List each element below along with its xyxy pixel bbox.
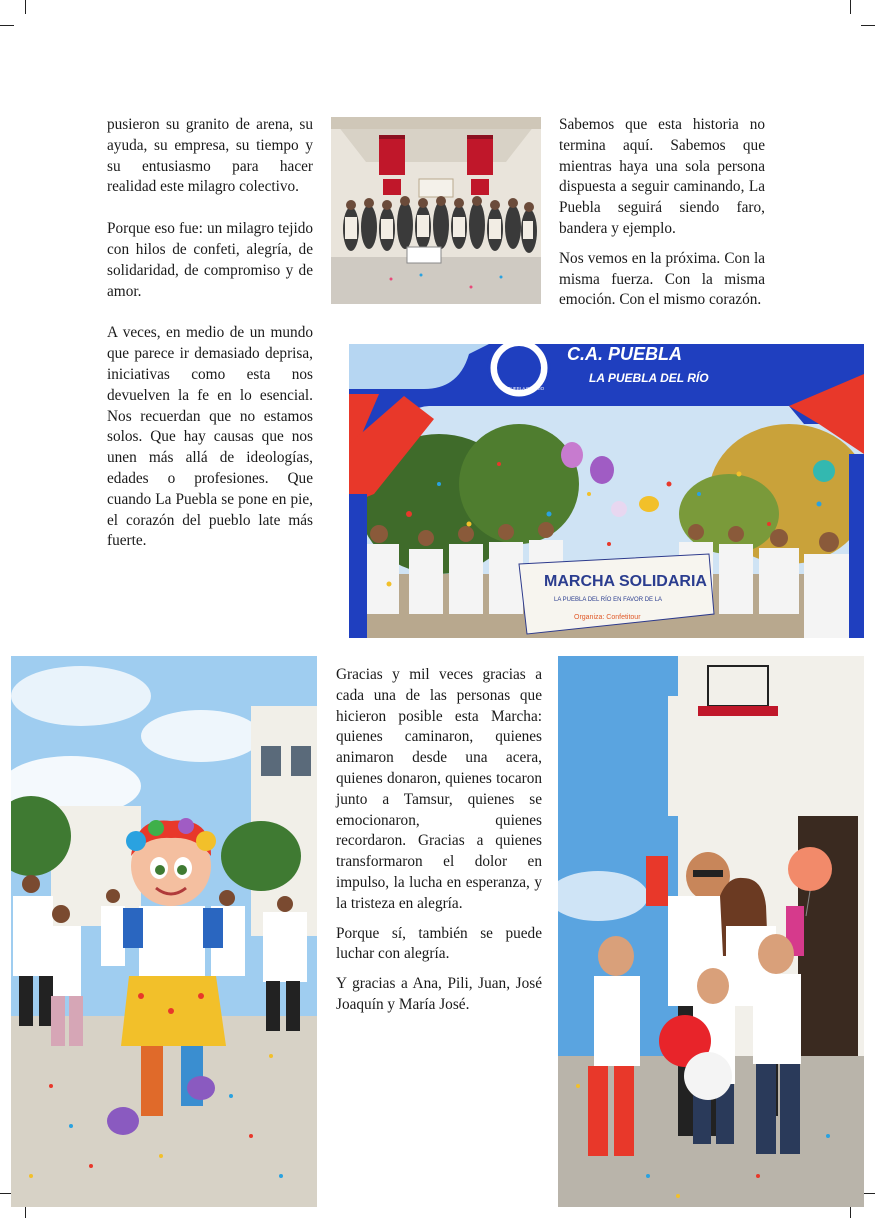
- arch-subtitle-text: LA PUEBLA DEL RÍO: [589, 371, 709, 385]
- mascot-photo: [11, 656, 317, 1207]
- banner-org-text: Organiza: Confetitour: [574, 614, 641, 621]
- arch-march-photo: [349, 344, 864, 638]
- arch-title-text: C.A. PUEBLA: [567, 344, 683, 364]
- crop-mark: [850, 0, 851, 14]
- paragraph-nos-vemos: Nos vemos en la próxima. Con la misma fuerza. Con la misma emoción. Con el mismo corazón.: [559, 249, 765, 309]
- crop-mark: [0, 25, 14, 26]
- middle-bottom-text: [336, 665, 542, 1016]
- crop-mark: [25, 0, 26, 14]
- left-top-text: [107, 115, 313, 552]
- arch-badge-text: LA PUEBLA DEL RÍO: [501, 386, 545, 391]
- paragraph-sabemos: Sabemos que esta historia no termina aquí. Sabemos que mientras haya una sola persona dispuesta a seguir caminando, La Puebla seguirá siendo faro, bandera y ejemplo.: [559, 116, 765, 237]
- paragraph-a-veces: A veces, en medio de un mundo que parece ir demasiado deprisa, iniciativas como esta nos devuelven la fe en lo esencial. Nos recuerdan que no estamos solos. Que hay causas que nos unen más allá de ideologías, edades o profesiones. Que cuando La Puebla se pone en pie, el corazón del pueblo late más fuerte.: [107, 324, 313, 550]
- family-balloons-photo: [558, 656, 864, 1207]
- crop-mark: [861, 25, 875, 26]
- paragraph-gracias: Gracias y mil veces gracias a cada una de las personas que hicieron posible esta Marcha: quienes caminaron, quienes animaron desde una acera, quienes donaron, quienes tocaron junto a Tamsur, quienes se emocionaron, quienes recordaron. Gracias a quienes transformaron el dolor en impulso, la lucha en esperanza, y la tristeza en alegría.: [336, 666, 542, 912]
- right-top-text: [559, 115, 765, 311]
- banner-main-text: MARCHA SOLIDARIA: [544, 573, 707, 590]
- paragraph-milagro: Porque eso fue: un milagro tejido con hilos de confeti, alegría, de solidaridad, de compromiso y de amor.: [107, 220, 313, 300]
- paragraph-gracias-nombres: Y gracias a Ana, Pili, Juan, José Joaquín y María José.: [336, 975, 542, 1013]
- banner-sub-text: LA PUEBLA DEL RÍO EN FAVOR DE LA: [554, 597, 663, 603]
- paragraph-luchar: Porque sí, también se puede luchar con alegría.: [336, 924, 542, 963]
- paragraph-granito: pusieron su granito de arena, su ayuda, su empresa, su tiempo y su entusiasmo para hacer realidad este milagro colectivo.: [107, 116, 313, 196]
- group-photo-hall: [331, 117, 541, 304]
